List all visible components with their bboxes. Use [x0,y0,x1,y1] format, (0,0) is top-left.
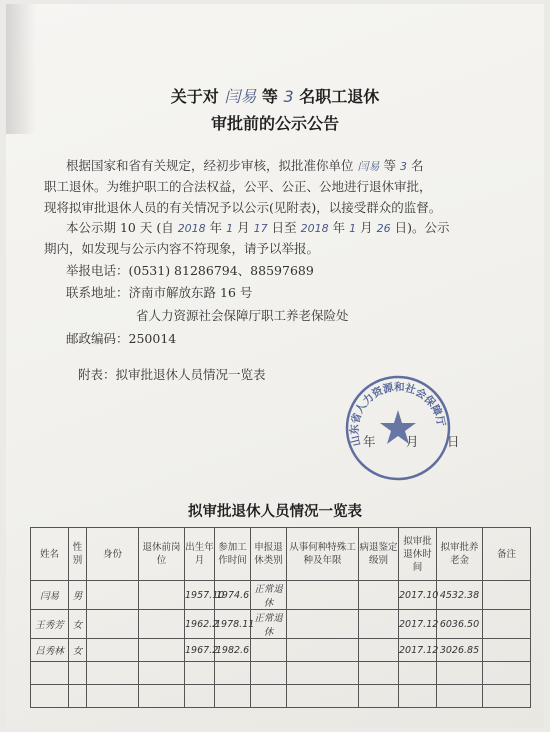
p2-text-f: 月 [360,220,373,235]
header-remarks: 备注 [483,528,531,581]
p1-handwritten-count: 3 [399,160,407,173]
organization: 省人力资源社会保障厅职工养老保险处 [136,308,349,323]
cell-name: 吕秀林 [31,639,69,662]
cell-birth: 1957.10 [185,581,215,610]
p2-text-b: 年 [209,220,223,235]
p2-end-year: 2018 [300,222,329,235]
notice-title-line1 [6,84,544,107]
header-work-start: 参加工作时间 [215,528,251,581]
title-prefix: 关于对 [170,87,219,106]
title-suffix: 名职工退休 [299,87,380,106]
address-value: 济南市解放东路 16 号 [128,285,253,300]
paragraph1-line1 [66,156,423,174]
hotline-label: 举报电话： [66,263,129,278]
cell-retire-type: 正常退休 [251,610,287,639]
address-label: 联系地址： [66,285,129,300]
cell-birth: 1962.2 [185,610,215,639]
p1-text-a: 根据国家和省有关规定，经初步审核，拟批准你单位 [66,158,354,173]
notice-paper [6,4,544,728]
p2-end-day: 26 [376,222,391,235]
cell-identity [87,639,139,662]
header-birth: 出生年月 [185,528,215,581]
cell-work-start: 1974.6 [215,581,251,610]
cell-birth: 1967.2 [185,639,215,662]
hotline-value: (0531) 81286794、88597689 [128,263,314,278]
table-header-row [31,528,531,581]
table-row [31,639,531,662]
cell-sick-level [359,639,399,662]
cell-prior-post [139,610,185,639]
header-identity: 身份 [87,528,139,581]
cell-pension: 6036.50 [437,610,483,639]
p2-start-day: 17 [253,222,268,235]
cell-work-start: 1982.6 [215,639,251,662]
p1-text-suffix: 名 [410,158,424,173]
postcode [66,329,176,347]
table-row [31,610,531,639]
p2-text-d: 日至 [271,220,297,235]
cell-identity [87,610,139,639]
cell-retire-type: 正常退休 [251,581,287,610]
cell-special-work [287,581,359,610]
cell-prior-post [139,639,185,662]
paragraph1-line3: 现将拟审批退休人员的有关情况予以公示(见附表)，以接受群众的监督。 [44,200,442,215]
attachment-note: 附表：拟审批退休人员情况一览表 [78,367,266,382]
cell-work-start: 1978.11 [215,610,251,639]
cell-retire-date: 2017.12 [399,639,437,662]
header-retire-date: 拟审批退休时间 [399,528,437,581]
p1-text-mid: 等 [383,158,396,173]
p2-start-year: 2018 [177,222,206,235]
cell-pension: 4532.38 [437,581,483,610]
cell-remarks [483,581,531,610]
cell-special-work [287,610,359,639]
notice-title-line2: 审批前的公示公告 [210,114,339,133]
paragraph1-line2: 职工退休。为维护职工的合法权益，公平、公正、公地进行退休审批， [44,179,432,194]
postcode-label: 邮政编码： [66,331,129,346]
table-row-empty [31,662,531,685]
cell-remarks [483,610,531,639]
table-row [31,581,531,610]
paragraph2-line2: 期内，如发现与公示内容不符现象，请予以举报。 [44,241,320,256]
retiree-roster-table [30,527,531,708]
official-seal-icon [342,372,454,484]
p2-text-a: 本公示期 10 天 (自 [66,220,174,235]
cell-retire-type [251,639,287,662]
cell-gender: 女 [69,610,87,639]
header-pension: 拟审批养老金 [437,528,483,581]
title-mid: 等 [261,87,278,106]
date-month: 月 [406,434,419,449]
roster-title: 拟审批退休人员情况一览表 [188,503,362,520]
p1-handwritten-name: 闫易 [357,160,380,173]
date-day: 日 [447,434,460,449]
header-sick-level: 病退鉴定级别 [359,528,399,581]
header-retire-type: 申报退休类别 [251,528,287,581]
title-handwritten-name: 闫易 [224,87,257,106]
svg-text:山东省人力资源和社会保障厅: 山东省人力资源和社会保障厅 [348,381,447,448]
cell-sick-level [359,610,399,639]
header-gender: 性别 [69,528,87,581]
cell-identity [87,581,139,610]
paragraph2-line1 [66,218,449,236]
title-handwritten-count: 3 [283,87,294,106]
table-row-empty [31,685,531,708]
p2-text-g: 日)。公示 [394,220,450,235]
cell-special-work [287,639,359,662]
p2-start-month: 1 [226,222,234,235]
cell-gender: 女 [69,639,87,662]
postcode-value: 250014 [128,331,177,346]
header-name: 姓名 [31,528,69,581]
header-prior-post: 退休前岗位 [139,528,185,581]
cell-retire-date: 2017.10 [399,581,437,610]
cell-pension: 3026.85 [437,639,483,662]
header-special-work: 从事何种特殊工种及年限 [287,528,359,581]
cell-sick-level [359,581,399,610]
p2-text-e: 年 [332,220,346,235]
cell-retire-date: 2017.12 [399,610,437,639]
p2-end-month: 1 [349,222,357,235]
cell-prior-post [139,581,185,610]
address [66,283,252,301]
cell-name: 闫易 [31,581,69,610]
date-year: 年 [363,434,376,449]
cell-name: 王秀芳 [31,610,69,639]
hotline [66,261,314,279]
cell-remarks [483,639,531,662]
p2-text-c: 月 [237,220,250,235]
cell-gender: 男 [69,581,87,610]
